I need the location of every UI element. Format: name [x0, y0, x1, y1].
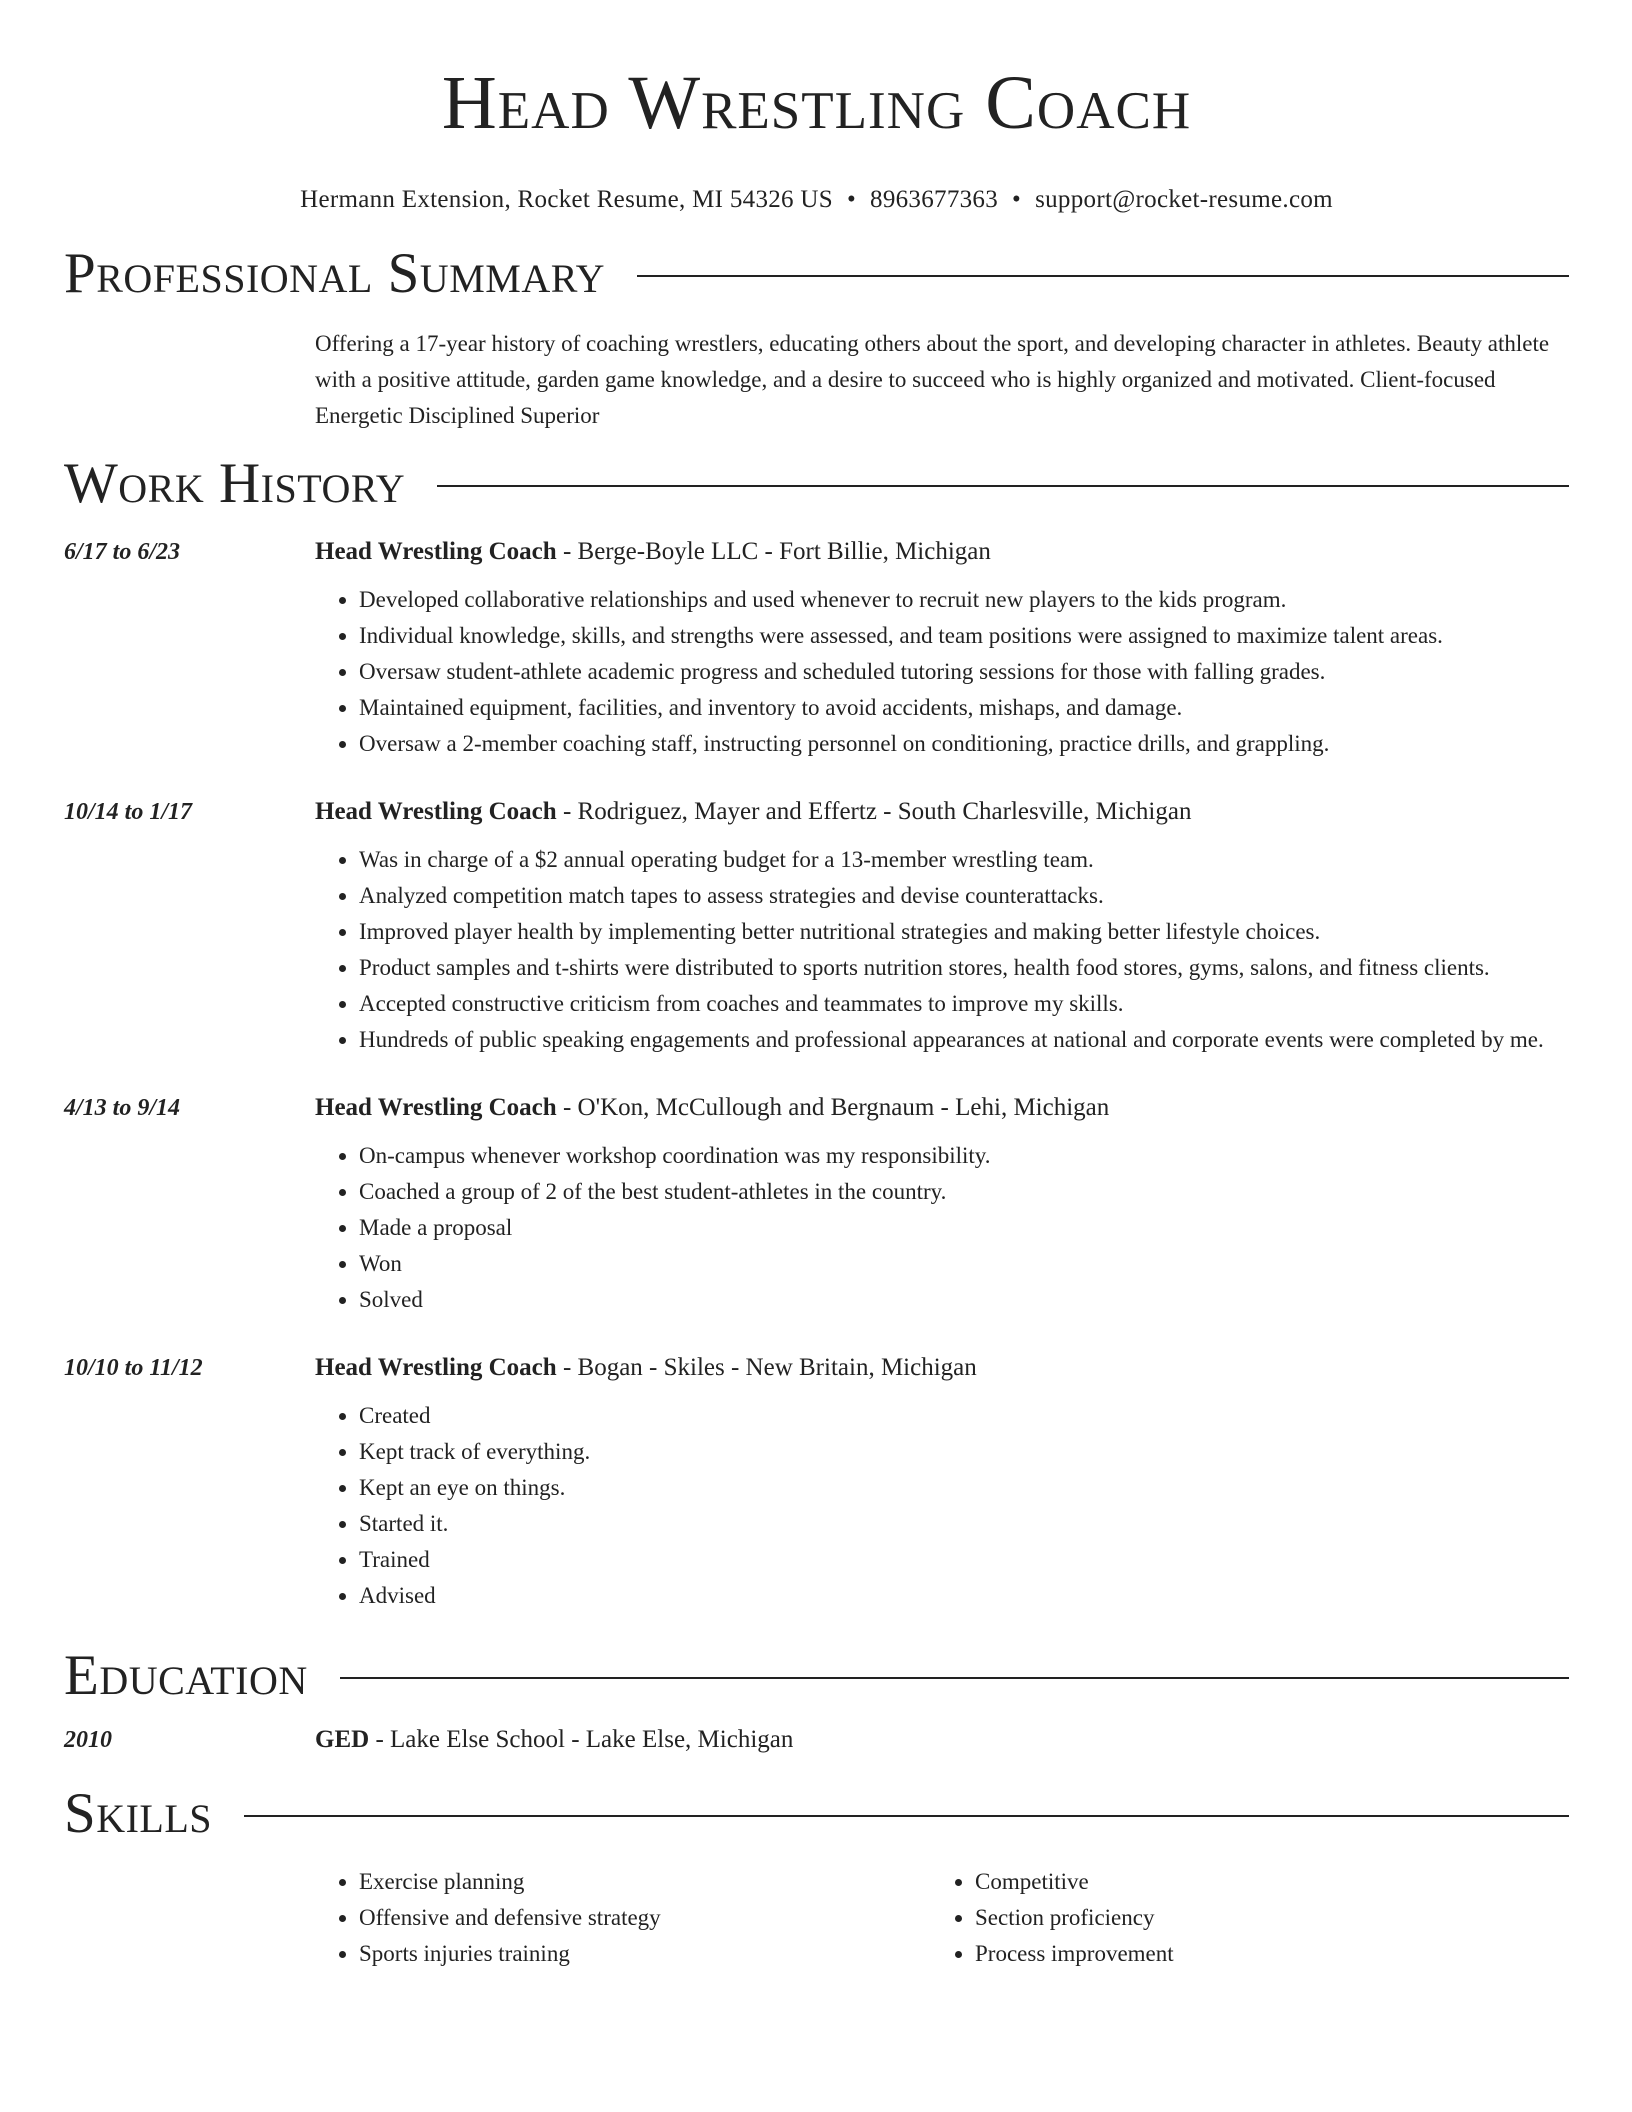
job-entry	[64, 792, 1569, 1058]
education-line	[315, 1720, 1569, 1760]
job-bullet: • Individual knowledge, skills, and strengths were assessed, and team positions were assigned to maximize talent areas.	[359, 618, 1569, 654]
job-bullets	[315, 582, 1569, 762]
job-bullet: • Hundreds of public speaking engagements and professional appearances at national and corporate events were completed by me.	[359, 1022, 1569, 1058]
contact-address: Hermann Extension, Rocket Resume, MI 54326 US	[300, 186, 833, 213]
education-entry	[64, 1720, 1569, 1760]
job-entry	[64, 1348, 1569, 1614]
contact-phone: 8963677363	[870, 186, 999, 213]
job-bullet: • Kept track of everything.	[359, 1434, 1569, 1470]
job-bullets	[315, 842, 1569, 1058]
job-title-line	[315, 1088, 1569, 1128]
job-entry	[64, 532, 1569, 762]
job-employer: - Bogan - Skiles - New Britain, Michigan	[556, 1354, 977, 1381]
job-bullet: • Coached a group of 2 of the best student-athletes in the country.	[359, 1174, 1569, 1210]
education-school: - Lake Else School - Lake Else, Michigan	[369, 1726, 794, 1753]
job-content	[315, 1088, 1569, 1318]
job-bullet: • Won	[359, 1246, 1569, 1282]
education-degree: GED	[315, 1726, 370, 1753]
resume-title: Head Wrestling Coach	[441, 61, 1192, 145]
job-entry	[64, 1088, 1569, 1318]
job-bullet: • Analyzed competition match tapes to assess strategies and devise counterattacks.	[359, 878, 1569, 914]
job-content	[315, 792, 1569, 1058]
job-bullet: • Advised	[359, 1578, 1569, 1614]
job-bullets	[315, 1138, 1569, 1318]
skill-item: • Section proficiency	[975, 1900, 1547, 1936]
education-heading: Education	[64, 1644, 308, 1707]
job-bullet: • Solved	[359, 1282, 1569, 1318]
job-employer: - Berge-Boyle LLC - Fort Billie, Michigan	[556, 538, 991, 565]
job-bullet: • Kept an eye on things.	[359, 1470, 1569, 1506]
job-bullet: • Developed collaborative relationships and used whenever to recruit new players to the kids program.	[359, 582, 1569, 618]
job-bullet: • Was in charge of a $2 annual operating budget for a 13-member wrestling team.	[359, 842, 1569, 878]
heading-divider	[637, 275, 1569, 277]
heading-divider	[437, 485, 1569, 487]
heading-divider	[244, 1815, 1569, 1817]
job-content	[315, 532, 1569, 762]
job-bullet: • Started it.	[359, 1506, 1569, 1542]
education-year: 2010	[64, 1727, 112, 1753]
job-bullet: • Product samples and t-shirts were distributed to sports nutrition stores, health food stores, gyms, salons, and fitness clients.	[359, 950, 1569, 986]
resume-page	[64, 0, 1569, 1972]
job-bullet: • Accepted constructive criticism from coaches and teammates to improve my skills.	[359, 986, 1569, 1022]
job-bullets	[315, 1398, 1569, 1614]
contact-separator: •	[1012, 186, 1022, 213]
summary-text: Offering a 17-year history of coaching wrestlers, educating others about the sport, and developing character in athletes. Beauty athlete with a positive attitude, garden game knowledge, and a desire to succeed who is highly organized and motivated. Client-focused Energetic Disciplined Superior	[315, 331, 1550, 428]
job-dates: 6/17 to 6/23	[64, 539, 181, 565]
job-title-line	[315, 792, 1569, 832]
job-title-line	[315, 1348, 1569, 1388]
job-dates: 10/14 to 1/17	[64, 799, 193, 825]
job-employer: - Rodriguez, Mayer and Effertz - South Charlesville, Michigan	[556, 798, 1192, 825]
job-dates: 4/13 to 9/14	[64, 1095, 181, 1121]
skill-item: • Competitive	[975, 1864, 1547, 1900]
job-bullet: • Trained	[359, 1542, 1569, 1578]
contact-separator: •	[846, 186, 857, 213]
job-title-line	[315, 532, 1569, 572]
work-section-heading	[64, 452, 1569, 516]
job-bullet: • On-campus whenever workshop coordination was my responsibility.	[359, 1138, 1569, 1174]
job-employer: - O'Kon, McCullough and Bergnaum - Lehi, Michigan	[556, 1094, 1110, 1121]
job-bullet: • Oversaw student-athlete academic progress and scheduled tutoring sessions for those with falling grades.	[359, 654, 1569, 690]
work-heading: Work History	[64, 452, 406, 515]
skills-list	[315, 1864, 931, 1972]
skill-item: • Sports injuries training	[359, 1936, 931, 1972]
heading-divider	[340, 1677, 1569, 1679]
skills-heading: Skills	[64, 1782, 213, 1845]
contact-email: support@rocket-resume.com	[1035, 186, 1333, 213]
job-content	[315, 1348, 1569, 1614]
contact-line	[64, 184, 1569, 216]
skills-grid	[315, 1864, 1569, 1972]
job-dates: 10/10 to 11/12	[64, 1355, 203, 1381]
skill-item: • Process improvement	[975, 1936, 1547, 1972]
skills-column-left	[315, 1864, 931, 1972]
job-bullet: • Maintained equipment, facilities, and inventory to avoid accidents, mishaps, and damage.	[359, 690, 1569, 726]
job-role: Head Wrestling Coach	[315, 1354, 557, 1381]
summary-section-heading	[64, 242, 1569, 306]
skills-column-right	[931, 1864, 1547, 1972]
skill-item: • Offensive and defensive strategy	[359, 1900, 931, 1936]
job-role: Head Wrestling Coach	[315, 798, 557, 825]
education-content	[315, 1720, 1569, 1760]
skill-item: • Exercise planning	[359, 1864, 931, 1900]
education-section-heading	[64, 1644, 1569, 1708]
job-bullet: • Oversaw a 2-member coaching staff, instructing personnel on conditioning, practice drills, and grappling.	[359, 726, 1569, 762]
job-bullet: • Created	[359, 1398, 1569, 1434]
job-role: Head Wrestling Coach	[315, 538, 557, 565]
job-bullet: • Made a proposal	[359, 1210, 1569, 1246]
summary-heading: Professional Summary	[64, 242, 606, 305]
skills-section-heading	[64, 1782, 1569, 1846]
job-role: Head Wrestling Coach	[315, 1094, 557, 1121]
job-bullet: • Improved player health by implementing better nutritional strategies and making better lifestyle choices.	[359, 914, 1569, 950]
skills-list	[931, 1864, 1547, 1972]
